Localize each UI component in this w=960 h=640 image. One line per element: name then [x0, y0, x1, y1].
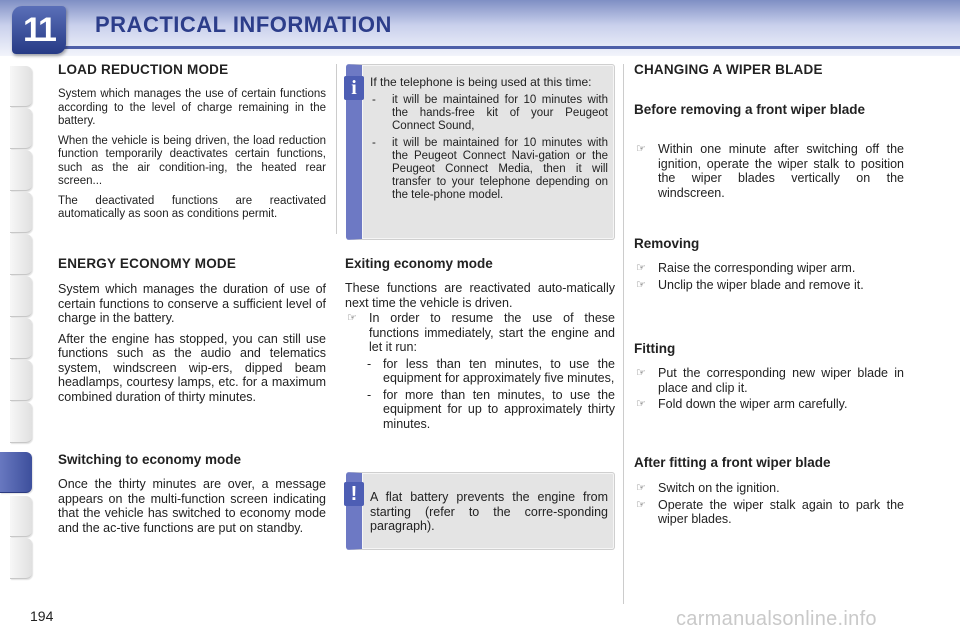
- list-item: - for less than ten minutes, to use the equipment for approximately five minutes,: [367, 356, 615, 385]
- after-fitting-title: After fitting a front wiper blade: [634, 455, 831, 470]
- list-item: ☞ Put the corresponding new wiper blade in place and clip it.: [636, 366, 904, 395]
- fitting-list: [634, 366, 904, 414]
- side-tab[interactable]: [10, 276, 32, 317]
- list-item: ☞ Operate the wiper stalk again to park the wiper blades.: [636, 497, 904, 526]
- paragraph: When the vehicle is being driven, the load reduction function temporarily deactivates certain functions, such as the air condition-ing, the heated rear screen...: [58, 134, 326, 187]
- info-item: - it will be maintained for 10 minutes with the hands-free kit of your Peugeot Connect Sound,: [372, 93, 608, 132]
- load-reduction-text: [58, 88, 326, 228]
- list-item: - for more than ten minutes, to use the equipment for up to approximately thirty minutes.: [367, 387, 615, 431]
- info-icon: i: [344, 76, 364, 100]
- warning-icon: !: [344, 482, 364, 506]
- side-tab[interactable]: [10, 318, 32, 359]
- exiting-steps: [345, 311, 615, 433]
- side-tab[interactable]: [10, 360, 32, 401]
- chapter-number-badge: 11: [12, 6, 66, 54]
- warning-text: A flat battery prevents the engine from starting (refer to the corre-sponding paragraph).: [370, 490, 608, 533]
- paragraph: After the engine has stopped, you can still use functions such as the audio and telematics system, windscreen wip-ers, dipped beam headlamps, courtesy lamps, etc. for a maximum combined duration of thirty minutes.: [58, 331, 326, 404]
- load-reduction-title: LOAD REDUCTION MODE: [58, 62, 229, 77]
- wiper-title: CHANGING A WIPER BLADE: [634, 62, 823, 77]
- side-tab-active[interactable]: [0, 452, 32, 493]
- list-item: ☞ Switch on the ignition.: [636, 481, 780, 495]
- after-fitting-list: [634, 481, 904, 529]
- energy-economy-title: ENERGY ECONOMY MODE: [58, 256, 237, 271]
- side-tab[interactable]: [10, 402, 32, 443]
- list-item: ☞ Fold down the wiper arm carefully.: [636, 397, 848, 411]
- column-divider: [336, 64, 337, 234]
- side-tab[interactable]: [10, 150, 32, 191]
- column-divider: [623, 64, 624, 604]
- side-tab[interactable]: [10, 538, 32, 579]
- paragraph: System which manages the duration of use of certain functions to conserve a sufficient level of charge in the battery.: [58, 282, 326, 325]
- switching-text: Once the thirty minutes are over, a message appears on the multi-function screen indicating that the vehicle has switched to economy mode and the ac-tive functions are put on standby.: [58, 477, 326, 535]
- removing-list: [634, 261, 904, 294]
- info-box-text: [370, 76, 608, 206]
- side-tab[interactable]: [10, 108, 32, 149]
- page-number: 194: [30, 608, 54, 624]
- paragraph: System which manages the use of certain functions according to the level of charge remaining in the battery.: [58, 88, 326, 127]
- before-removing-list: [634, 142, 904, 202]
- chapter-side-tabs: [0, 66, 32, 578]
- energy-economy-text: [58, 282, 326, 410]
- removing-title: Removing: [634, 236, 700, 251]
- page-title: PRACTICAL INFORMATION: [95, 12, 392, 37]
- info-intro: If the telephone is being used at this time:: [370, 75, 592, 89]
- list-item: ☞ Within one minute after switching off the ignition, operate the wiper stalk to position the wiper blades vertically on the windscreen.: [636, 142, 904, 200]
- fitting-title: Fitting: [634, 341, 676, 356]
- side-tab[interactable]: [10, 192, 32, 233]
- paragraph: The deactivated functions are reactivated automatically as soon as conditions permit.: [58, 194, 326, 220]
- side-tab[interactable]: [10, 496, 32, 537]
- exiting-title: Exiting economy mode: [345, 256, 493, 271]
- side-tab[interactable]: [10, 234, 32, 275]
- side-tab[interactable]: [10, 66, 32, 107]
- before-removing-title: Before removing a front wiper blade: [634, 102, 866, 117]
- exiting-intro: These functions are reactivated auto-matically next time the vehicle is driven.: [345, 281, 615, 310]
- header-underline: [60, 46, 960, 49]
- list-item: ☞ Unclip the wiper blade and remove it.: [636, 277, 864, 292]
- watermark: carmanualsonline.info: [676, 608, 877, 630]
- switching-title: Switching to economy mode: [58, 452, 242, 467]
- list-item: ☞ In order to resume the use of these functions immediately, start the engine and let it run:: [347, 311, 615, 354]
- list-item: ☞ Raise the corresponding wiper arm.: [636, 261, 856, 275]
- info-item: - it will be maintained for 10 minutes with the Peugeot Connect Navi-gation or the Peugeot Connect Media, then it will transfer to your telephone depending on the tele-phone model.: [372, 136, 608, 201]
